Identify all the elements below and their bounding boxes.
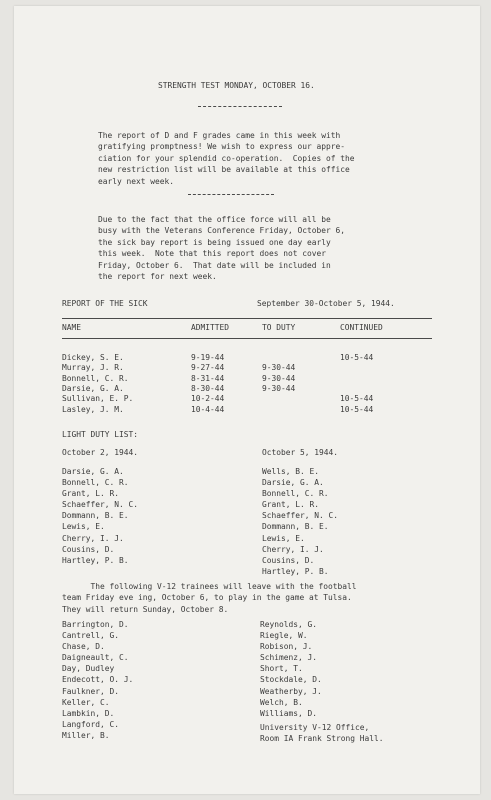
patient-name: Sullivan, E. P. bbox=[62, 394, 134, 404]
document-page bbox=[14, 6, 480, 794]
separator-line bbox=[198, 106, 282, 107]
trainee-name: Keller, C. bbox=[62, 697, 110, 707]
paragraph-line: team Friday eve ing, October 6, to play in the game at Tulsa. bbox=[62, 593, 352, 603]
paragraph-line: this week. Note that this report does not cover bbox=[98, 249, 327, 259]
trainee-name: Langford, C. bbox=[62, 719, 120, 729]
trainee-name: Robison, J. bbox=[260, 642, 313, 652]
column-header-continued: CONTINUED bbox=[340, 323, 383, 332]
light-duty-name: Grant, L. R. bbox=[62, 489, 120, 499]
trainee-name: Reynolds, G. bbox=[260, 620, 318, 629]
column-header-name: NAME bbox=[62, 323, 82, 332]
light-duty-list-left bbox=[62, 466, 138, 566]
sick-report-date-range: September 30-October 5, 1944. bbox=[257, 299, 395, 308]
sick-report-heading: REPORT OF THE SICK bbox=[62, 299, 148, 308]
paragraph-line: Friday, October 6. That date will be included in bbox=[98, 260, 331, 270]
paragraph-line: busy with the Veterans Conference Friday, October 6, bbox=[98, 226, 346, 236]
light-duty-date-right: October 5, 1944. bbox=[262, 448, 339, 457]
column-header-admitted: ADMITTED bbox=[191, 323, 230, 332]
light-duty-name: Dommann, B. E. bbox=[262, 522, 329, 532]
light-duty-name: Bonnell, C. R. bbox=[262, 489, 329, 499]
light-duty-name: Cousins, D. bbox=[62, 544, 115, 554]
light-duty-date-left: October 2, 1944. bbox=[62, 448, 139, 457]
trainee-name: Daigneault, C. bbox=[62, 653, 129, 663]
trainee-name: Riegle, W. bbox=[260, 631, 308, 641]
light-duty-heading: LIGHT DUTY LIST: bbox=[62, 430, 139, 439]
light-duty-name: Darsie, G. A. bbox=[262, 478, 324, 488]
trainee-name: Stockdale, D. bbox=[260, 675, 322, 685]
to-duty-date: 9-30-44 bbox=[262, 363, 296, 373]
light-duty-name: Bonnell, C. R. bbox=[62, 478, 129, 488]
patient-name: Murray, J. R. bbox=[62, 363, 124, 373]
paragraph-line: The following V-12 trainees will leave with the football bbox=[62, 582, 357, 591]
separator-line bbox=[188, 194, 274, 195]
patient-name: Bonnell, C. R. bbox=[62, 373, 129, 383]
light-duty-name: Wells, B. E. bbox=[262, 467, 320, 476]
trainee-name: Endecott, O. J. bbox=[62, 675, 134, 685]
trainee-name: Miller, B. bbox=[62, 730, 110, 740]
light-duty-name: Cousins, D. bbox=[262, 555, 315, 565]
column-header-to-duty: TO DUTY bbox=[262, 323, 296, 332]
signature-line: Room IA Frank Strong Hall. bbox=[260, 734, 384, 744]
football-trip-notice bbox=[62, 581, 357, 615]
admitted-date: 9-19-44 bbox=[191, 353, 225, 362]
trainee-name: Lambkin, D. bbox=[62, 708, 115, 718]
page-title: STRENGTH TEST MONDAY, OCTOBER 16. bbox=[158, 81, 315, 90]
light-duty-name: Schaeffer, N. C. bbox=[262, 511, 339, 521]
light-duty-name: Grant, L. R. bbox=[262, 500, 320, 510]
trainee-name: Cantrell, G. bbox=[62, 631, 120, 641]
signature-line: University V-12 Office, bbox=[260, 723, 370, 732]
light-duty-name: Darsie, G. A. bbox=[62, 467, 124, 476]
paragraph-line: They will return Sunday, October 8. bbox=[62, 604, 229, 614]
paragraph-line: The report of D and F grades came in this week with bbox=[98, 131, 341, 140]
office-signature bbox=[260, 722, 384, 745]
admitted-date: 10-2-44 bbox=[191, 394, 225, 404]
continued-date: 10-5-44 bbox=[340, 353, 374, 362]
to-duty-date: 9-30-44 bbox=[262, 383, 296, 393]
table-header-rule bbox=[62, 338, 432, 339]
football-list-right bbox=[260, 619, 322, 719]
admitted-date: 8-31-44 bbox=[191, 373, 225, 383]
to-duty-date: 9-30-44 bbox=[262, 373, 296, 383]
paragraph-line: the sick bay report is being issued one day early bbox=[98, 237, 331, 247]
light-duty-name: Lewis, E. bbox=[62, 522, 105, 532]
football-list-left bbox=[62, 619, 133, 741]
admitted-date: 10-4-44 bbox=[191, 404, 225, 414]
trainee-name: Chase, D. bbox=[62, 642, 105, 652]
paragraph-line: gratifying promptness! We wish to express our appre- bbox=[98, 142, 346, 152]
paragraph-line: early next week. bbox=[98, 176, 175, 186]
trainee-name: Short, T. bbox=[260, 664, 303, 674]
paragraph-grades bbox=[98, 130, 355, 187]
light-duty-name: Hartley, P. B. bbox=[62, 555, 129, 565]
admitted-date: 9-27-44 bbox=[191, 363, 225, 373]
trainee-name: Williams, D. bbox=[260, 708, 318, 718]
trainee-name: Day, Dudley bbox=[62, 664, 115, 674]
paragraph-sick-bay-notice bbox=[98, 214, 345, 282]
light-duty-name: Dommann, B. E. bbox=[62, 511, 129, 521]
patient-name: Darsie, G. A. bbox=[62, 383, 124, 393]
light-duty-name: Lewis, E. bbox=[262, 533, 305, 543]
continued-date: 10-5-44 bbox=[340, 404, 374, 414]
trainee-name: Welch, B. bbox=[260, 697, 303, 707]
trainee-name: Faulkner, D. bbox=[62, 686, 120, 696]
admitted-date: 8-30-44 bbox=[191, 383, 225, 393]
trainee-name: Barrington, D. bbox=[62, 620, 129, 629]
light-duty-name: Cherry, I. J. bbox=[262, 544, 324, 554]
trainee-name: Schimenz, J. bbox=[260, 653, 318, 663]
paragraph-line: new restriction list will be available at this office bbox=[98, 165, 350, 175]
trainee-name: Weatherby, J. bbox=[260, 686, 322, 696]
light-duty-name: Cherry, I. J. bbox=[62, 533, 124, 543]
paragraph-line: Due to the fact that the office force will all be bbox=[98, 215, 331, 224]
light-duty-list-right bbox=[262, 466, 338, 577]
table-top-rule bbox=[62, 318, 432, 319]
continued-date: 10-5-44 bbox=[340, 394, 374, 404]
patient-name: Dickey, S. E. bbox=[62, 353, 124, 362]
paragraph-line: ciation for your splendid co-operation. Copies of the bbox=[98, 153, 355, 163]
light-duty-name: Schaeffer, N. C. bbox=[62, 500, 139, 510]
patient-name: Lasley, J. M. bbox=[62, 404, 124, 414]
light-duty-name: Hartley, P. B. bbox=[262, 566, 329, 576]
paragraph-line: the report for next week. bbox=[98, 272, 217, 282]
